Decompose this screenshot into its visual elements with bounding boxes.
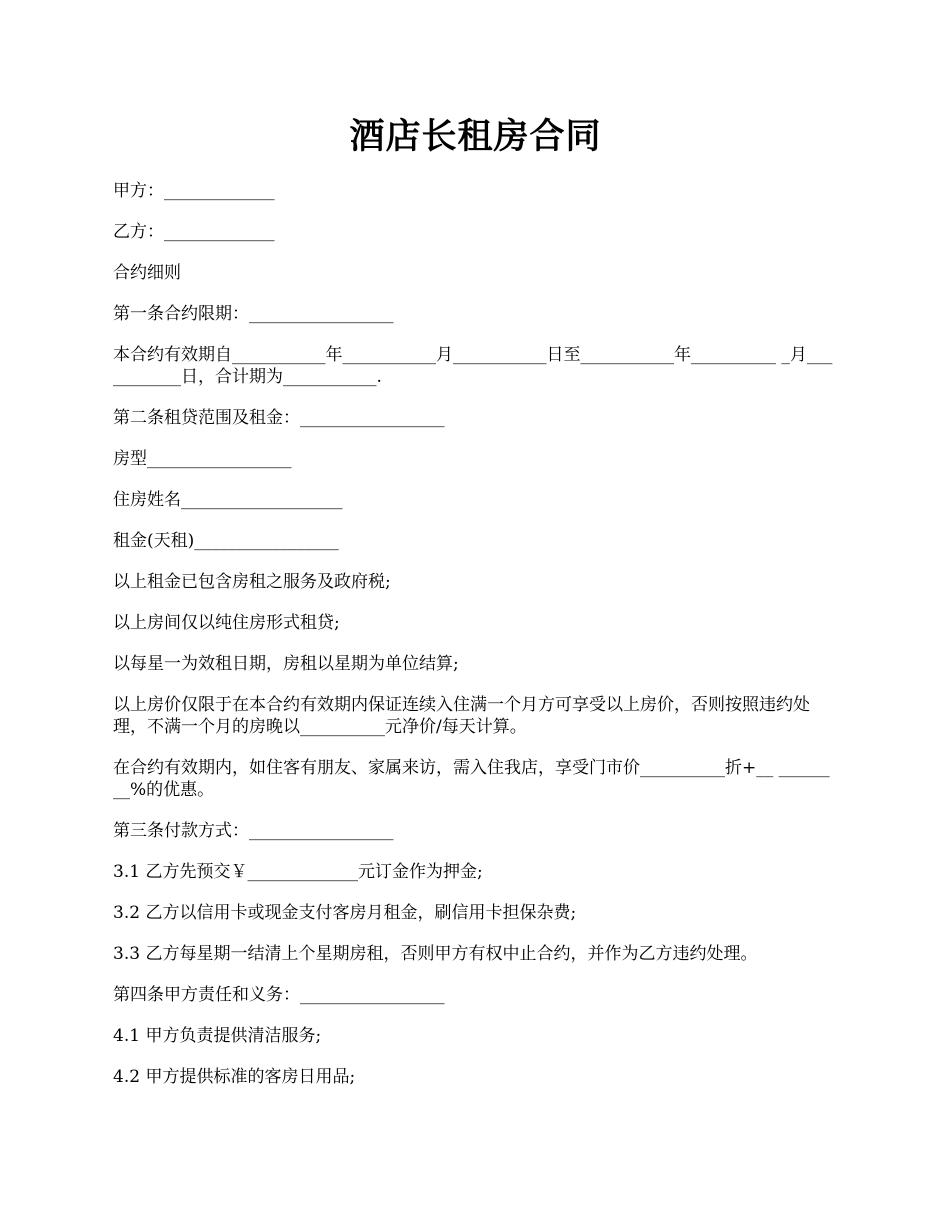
daily-rent-line: 租金(天租)_________________ [113, 531, 339, 551]
monthly-stay-condition-paragraph: 以上房价仅限于在本合约有效期内保证连续入住满一个月方可享受以上房价，否则按照违约处理，不满一个月的房晚以__________元净价/每天计算。 [113, 695, 810, 737]
article-1-heading: 第一条合约限期：_________________ [113, 304, 394, 324]
article-2-heading: 第二条租贷范围及租金：_________________ [113, 408, 445, 428]
clause-3-3: 3.3 乙方每星期一结清上个星期房租，否则甲方有权中止合约，并作为乙方违约处理。 [113, 944, 758, 964]
contract-details-heading: 合约细则 [113, 263, 181, 283]
residential-use-paragraph: 以上房间仅以纯住房形式租贷; [113, 613, 340, 633]
clause-4-2: 4.2 甲方提供标准的客房日用品; [113, 1067, 356, 1087]
weekly-settlement-paragraph: 以每星一为效租日期，房租以星期为单位结算; [113, 654, 459, 674]
clause-3-1: 3.1 乙方先预交￥_____________元订金作为押金; [113, 862, 483, 882]
party-b-line: 乙方：_____________ [113, 222, 275, 242]
article-1-term-paragraph: 本合约有效期自___________年___________月___________日至___________年__________ _月___________日，合计期为___________. [113, 345, 833, 387]
article-3-heading: 第三条付款方式：_________________ [113, 821, 394, 841]
document-body [113, 180, 838, 1088]
guest-name-line: 住房姓名___________________ [113, 490, 343, 510]
article-4-heading: 第四条甲方责任和义务：_________________ [113, 985, 445, 1005]
visitor-discount-paragraph: 在合约有效期内，如住客有朋友、家属来访，需入住我店，享受门市价__________折+__ ________%的优惠。 [113, 758, 830, 800]
party-a-line: 甲方：_____________ [113, 181, 275, 201]
clause-4-1: 4.1 甲方负责提供清洁服务; [113, 1026, 322, 1046]
document-title: 酒店长租房合同 [349, 116, 602, 157]
room-type-line: 房型_________________ [113, 449, 292, 469]
rent-includes-tax-paragraph: 以上租金已包含房租之服务及政府税; [113, 572, 391, 592]
clause-3-2: 3.2 乙方以信用卡或现金支付客房月租金，刷信用卡担保杂费; [113, 903, 577, 923]
